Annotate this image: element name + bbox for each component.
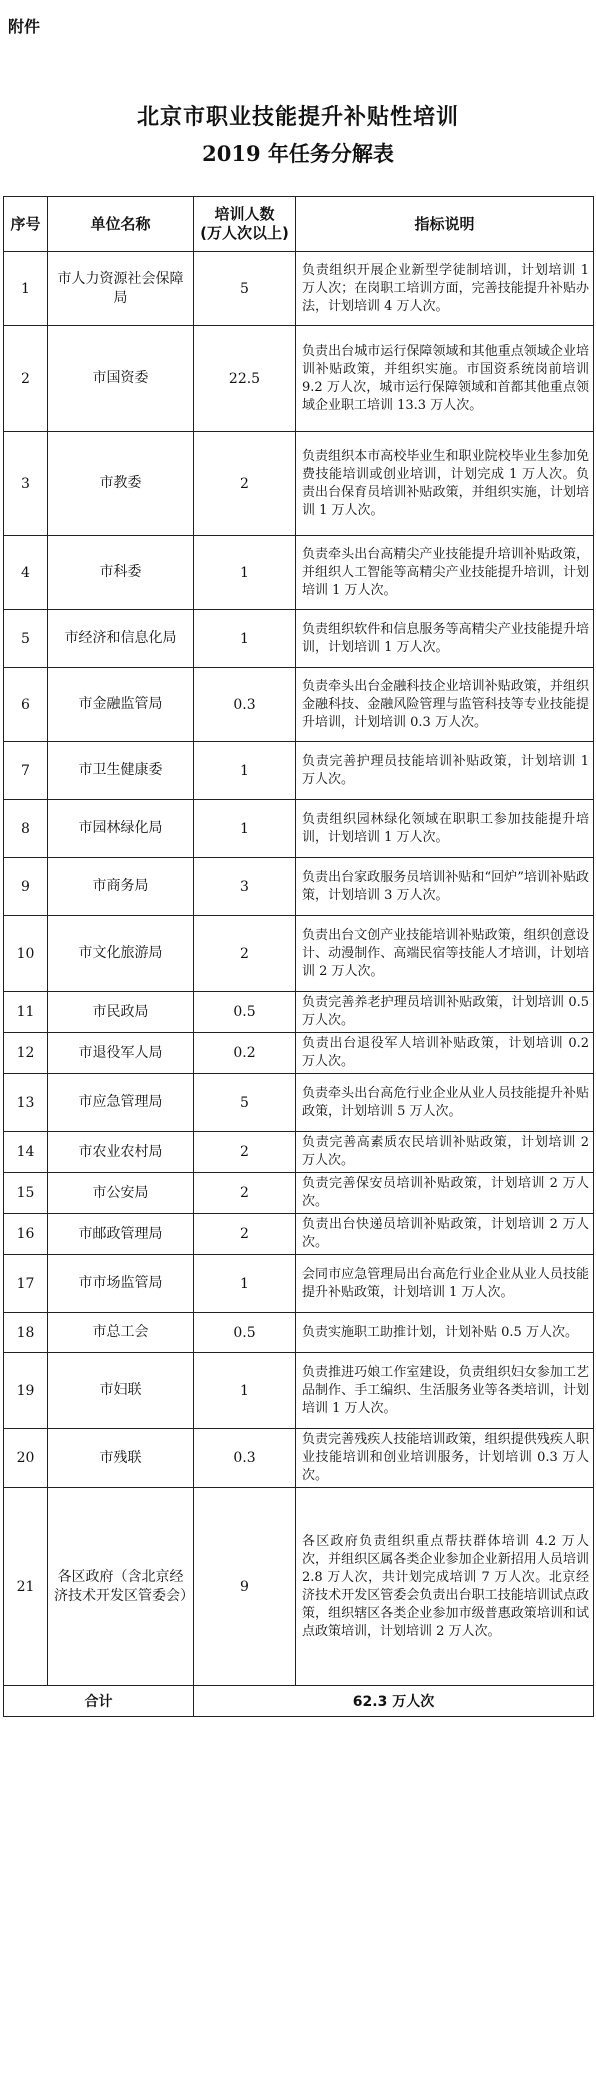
cell-no: 20	[4, 1429, 48, 1488]
table-row	[4, 668, 594, 742]
table-row	[4, 1488, 594, 1686]
cell-no: 12	[4, 1033, 48, 1074]
cell-no: 4	[4, 536, 48, 610]
cell-count: 22.5	[194, 326, 296, 432]
cell-count: 0.2	[194, 1033, 296, 1074]
cell-no: 14	[4, 1132, 48, 1173]
cell-count: 9	[194, 1488, 296, 1686]
header-desc: 指标说明	[296, 197, 594, 252]
table-row	[4, 1132, 594, 1173]
cell-no: 9	[4, 858, 48, 916]
cell-desc: 负责组织软件和信息服务等高精尖产业技能提升培训，计划培训 1 万人次。	[296, 610, 594, 668]
cell-unit: 市邮政管理局	[48, 1214, 194, 1255]
header-count: 培训人数 (万人次以上)	[194, 197, 296, 252]
cell-no: 1	[4, 252, 48, 326]
cell-desc: 各区政府负责组织重点帮扶群体培训 4.2 万人次，并组织区属各类企业参加企业新招用人员培训 2.8 万人次，共计划完成培训 7 万人次。北京经济技术开发区管委会负责出台职工技能培训试点政策，组织辖区各类企业参加市级普惠政策培训和试点政策培训，计划培训 2 万人次。	[296, 1488, 594, 1686]
cell-desc: 负责组织本市高校毕业生和职业院校毕业生参加免费技能培训或创业培训，计划完成 1 万人次。负责出台保育员培训补贴政策，并组织实施，计划培训 1 万人次。	[296, 432, 594, 536]
cell-count: 0.5	[194, 1313, 296, 1353]
cell-desc: 负责组织园林绿化领域在职职工参加技能提升培训，计划培训 1 万人次。	[296, 800, 594, 858]
cell-no: 6	[4, 668, 48, 742]
cell-unit: 市公安局	[48, 1173, 194, 1214]
cell-no: 2	[4, 326, 48, 432]
total-label: 合计	[4, 1686, 194, 1717]
cell-desc: 负责完善护理员技能培训补贴政策，计划培训 1 万人次。	[296, 742, 594, 800]
table-row	[4, 742, 594, 800]
document-subtitle: 2019 年任务分解表	[202, 141, 394, 166]
cell-desc: 负责完善高素质农民培训补贴政策，计划培训 2 万人次。	[296, 1132, 594, 1173]
cell-unit: 市国资委	[48, 326, 194, 432]
cell-unit: 市市场监管局	[48, 1255, 194, 1313]
table-row	[4, 252, 594, 326]
table-row	[4, 432, 594, 536]
cell-unit: 市应急管理局	[48, 1074, 194, 1132]
cell-unit: 市经济和信息化局	[48, 610, 194, 668]
table-row	[4, 1313, 594, 1353]
cell-no: 17	[4, 1255, 48, 1313]
cell-no: 15	[4, 1173, 48, 1214]
cell-unit: 市退役军人局	[48, 1033, 194, 1074]
table-header-row	[4, 197, 594, 252]
cell-desc: 负责出台城市运行保障领域和其他重点领域企业培训补贴政策，并组织实施。市国资系统岗前培训 9.2 万人次，城市运行保障领域和首都其他重点领域企业职工培训 13.3 万人次。	[296, 326, 594, 432]
table-row	[4, 1074, 594, 1132]
cell-desc: 负责实施职工助推计划，计划补贴 0.5 万人次。	[296, 1313, 594, 1353]
cell-count: 0.3	[194, 1429, 296, 1488]
cell-desc: 负责牵头出台高精尖产业技能提升培训补贴政策，并组织人工智能等高精尖产业技能提升培训，计划培训 1 万人次。	[296, 536, 594, 610]
task-table	[3, 196, 594, 1717]
table-row	[4, 1033, 594, 1074]
table-row	[4, 992, 594, 1033]
cell-count: 1	[194, 536, 296, 610]
cell-count: 0.5	[194, 992, 296, 1033]
cell-unit: 市民政局	[48, 992, 194, 1033]
total-row	[4, 1686, 594, 1717]
cell-no: 7	[4, 742, 48, 800]
cell-no: 5	[4, 610, 48, 668]
table-row	[4, 858, 594, 916]
table-row	[4, 610, 594, 668]
cell-count: 2	[194, 1132, 296, 1173]
cell-count: 1	[194, 610, 296, 668]
cell-unit: 市卫生健康委	[48, 742, 194, 800]
cell-unit: 各区政府（含北京经济技术开发区管委会）	[48, 1488, 194, 1686]
cell-unit: 市残联	[48, 1429, 194, 1488]
cell-desc: 负责出台家政服务员培训补贴和“回炉”培训补贴政策，计划培训 3 万人次。	[296, 858, 594, 916]
cell-count: 2	[194, 1173, 296, 1214]
cell-count: 1	[194, 800, 296, 858]
attachment-label: 附件	[8, 17, 41, 36]
total-value: 62.3 万人次	[194, 1686, 594, 1717]
cell-no: 18	[4, 1313, 48, 1353]
table-row	[4, 1429, 594, 1488]
table-row	[4, 1173, 594, 1214]
cell-count: 1	[194, 742, 296, 800]
cell-no: 10	[4, 916, 48, 992]
cell-unit: 市妇联	[48, 1353, 194, 1429]
table-row	[4, 916, 594, 992]
table-row	[4, 536, 594, 610]
cell-unit: 市人力资源社会保障局	[48, 252, 194, 326]
cell-no: 11	[4, 992, 48, 1033]
cell-count: 5	[194, 1074, 296, 1132]
cell-unit: 市总工会	[48, 1313, 194, 1353]
cell-desc: 负责完善残疾人技能培训政策，组织提供残疾人职业技能培训和创业培训服务，计划培训 0.3 万人次。	[296, 1429, 594, 1488]
cell-unit: 市园林绿化局	[48, 800, 194, 858]
cell-desc: 负责出台快递员培训补贴政策，计划培训 2 万人次。	[296, 1214, 594, 1255]
header-no: 序号	[4, 197, 48, 252]
cell-no: 13	[4, 1074, 48, 1132]
table-row	[4, 326, 594, 432]
cell-unit: 市商务局	[48, 858, 194, 916]
cell-desc: 负责牵头出台金融科技企业培训补贴政策，并组织金融科技、金融风险管理与监管科技等专业技能提升培训，计划培训 0.3 万人次。	[296, 668, 594, 742]
cell-count: 0.3	[194, 668, 296, 742]
cell-count: 2	[194, 1214, 296, 1255]
cell-desc: 会同市应急管理局出台高危行业企业从业人员技能提升补贴政策，计划培训 1 万人次。	[296, 1255, 594, 1313]
document-title: 北京市职业技能提升补贴性培训	[136, 105, 459, 130]
table-row	[4, 1255, 594, 1313]
cell-count: 2	[194, 432, 296, 536]
cell-desc: 负责组织开展企业新型学徒制培训，计划培训 1 万人次；在岗职工培训方面，完善技能提升补贴办法，计划培训 4 万人次。	[296, 252, 594, 326]
cell-no: 8	[4, 800, 48, 858]
cell-count: 3	[194, 858, 296, 916]
cell-desc: 负责出台文创产业技能培训补贴政策，组织创意设计、动漫制作、高端民宿等技能人才培训，计划培训 2 万人次。	[296, 916, 594, 992]
table-row	[4, 800, 594, 858]
cell-unit: 市科委	[48, 536, 194, 610]
cell-desc: 负责推进巧娘工作室建设，负责组织妇女参加工艺品制作、手工编织、生活服务业等各类培训，计划培训 1 万人次。	[296, 1353, 594, 1429]
cell-unit: 市农业农村局	[48, 1132, 194, 1173]
cell-desc: 负责完善养老护理员培训补贴政策，计划培训 0.5 万人次。	[296, 992, 594, 1033]
cell-no: 19	[4, 1353, 48, 1429]
table-row	[4, 1214, 594, 1255]
cell-unit: 市文化旅游局	[48, 916, 194, 992]
cell-count: 5	[194, 252, 296, 326]
cell-no: 21	[4, 1488, 48, 1686]
cell-desc: 负责出台退役军人培训补贴政策，计划培训 0.2 万人次。	[296, 1033, 594, 1074]
cell-count: 1	[194, 1353, 296, 1429]
cell-unit: 市教委	[48, 432, 194, 536]
cell-count: 2	[194, 916, 296, 992]
cell-count: 1	[194, 1255, 296, 1313]
table-row	[4, 1353, 594, 1429]
cell-desc: 负责完善保安员培训补贴政策，计划培训 2 万人次。	[296, 1173, 594, 1214]
cell-no: 16	[4, 1214, 48, 1255]
cell-no: 3	[4, 432, 48, 536]
cell-unit: 市金融监管局	[48, 668, 194, 742]
header-unit: 单位名称	[48, 197, 194, 252]
cell-desc: 负责牵头出台高危行业企业从业人员技能提升补贴政策，计划培训 5 万人次。	[296, 1074, 594, 1132]
